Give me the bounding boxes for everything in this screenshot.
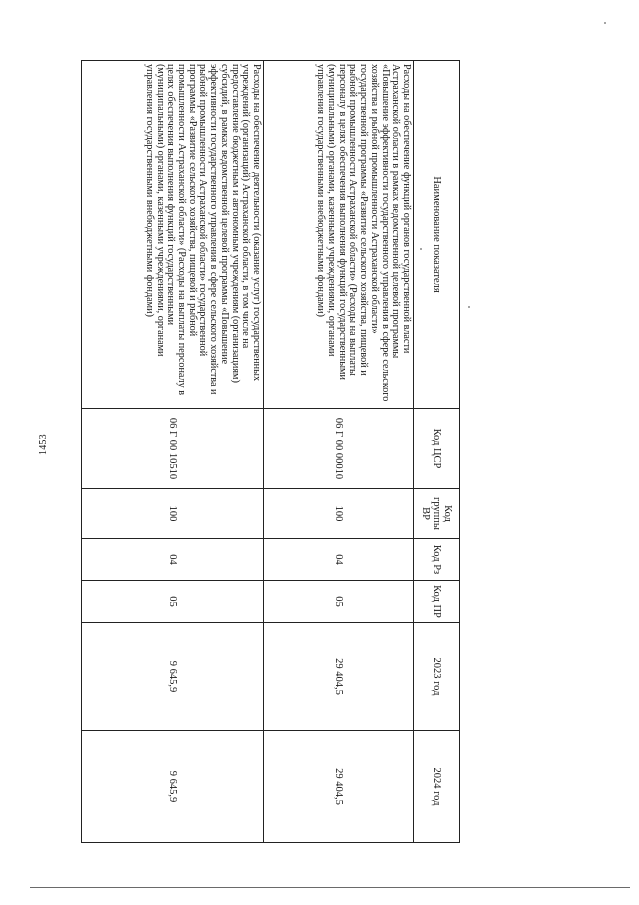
page-number: 1453 <box>38 434 49 455</box>
header-2024: 2024 год <box>414 731 460 843</box>
row-csr: 06 Г 00 00010 <box>264 409 414 489</box>
header-rz: Код Рз <box>414 539 460 581</box>
budget-table <box>81 60 460 843</box>
row-rz: 04 <box>264 539 414 581</box>
row-vr: 100 <box>82 489 264 539</box>
row-2024: 29 404,5 <box>264 731 414 843</box>
scan-speck <box>604 22 606 24</box>
row-name: Расходы на обеспечение деятельности (оказание услуг) государственных учреждений (организаций) Астраханской области, в том числе на предоставление бюджетным и автономным учреждениям (организациям) субсидий, в рамках ведомственной целевой программы «Повышение эффективности государственного управления в сфере сельского хозяйства и рыбной промышленности Астраханской области» государственной программы «Развитие сельского хозяйства, пищевой и рыбной промышленности Астраханской области» (Расходы на выплаты персоналу в целях обеспечения выполнения функций государственными (муниципальными) органами, казенными учреждениями, органами управления государственными внебюджетными фондами) <box>82 61 264 409</box>
table-row <box>82 61 264 843</box>
page-bottom-rule <box>30 887 630 888</box>
table-header-row <box>414 61 460 843</box>
row-2023: 29 404,5 <box>264 623 414 731</box>
row-rz: 04 <box>82 539 264 581</box>
row-pr: 05 <box>264 581 414 623</box>
row-name: Расходы на обеспечение функций органов государственной власти Астраханской области в рамках ведомственной целевой программы «Повышение эффективности государственного управления в сфере сельского хозяйства и рыбной промышленности Астраханской области» государственной программы «Развитие сельского хозяйства, пищевой и рыбной промышленности Астраханской области» (Расходы на выплаты персоналу в целях обеспечения выполнения функций государственными (муниципальными) органами, казенными учреждениями, органами управления государственными внебюджетными фондами) <box>264 61 414 409</box>
scan-speck <box>468 306 470 308</box>
rotated-table-container <box>82 60 460 842</box>
header-2023: 2023 год <box>414 623 460 731</box>
row-2024: 9 645,9 <box>82 731 264 843</box>
header-vr: Код группы ВР <box>414 489 460 539</box>
row-pr: 05 <box>82 581 264 623</box>
header-pr: Код ПР <box>414 581 460 623</box>
table-row <box>264 61 414 843</box>
header-name: Наименование показателя <box>414 61 460 409</box>
row-2023: 9 645,9 <box>82 623 264 731</box>
scan-speck <box>420 248 422 250</box>
row-csr: 06 Г 00 10510 <box>82 409 264 489</box>
header-csr: Код ЦСР <box>414 409 460 489</box>
row-vr: 100 <box>264 489 414 539</box>
